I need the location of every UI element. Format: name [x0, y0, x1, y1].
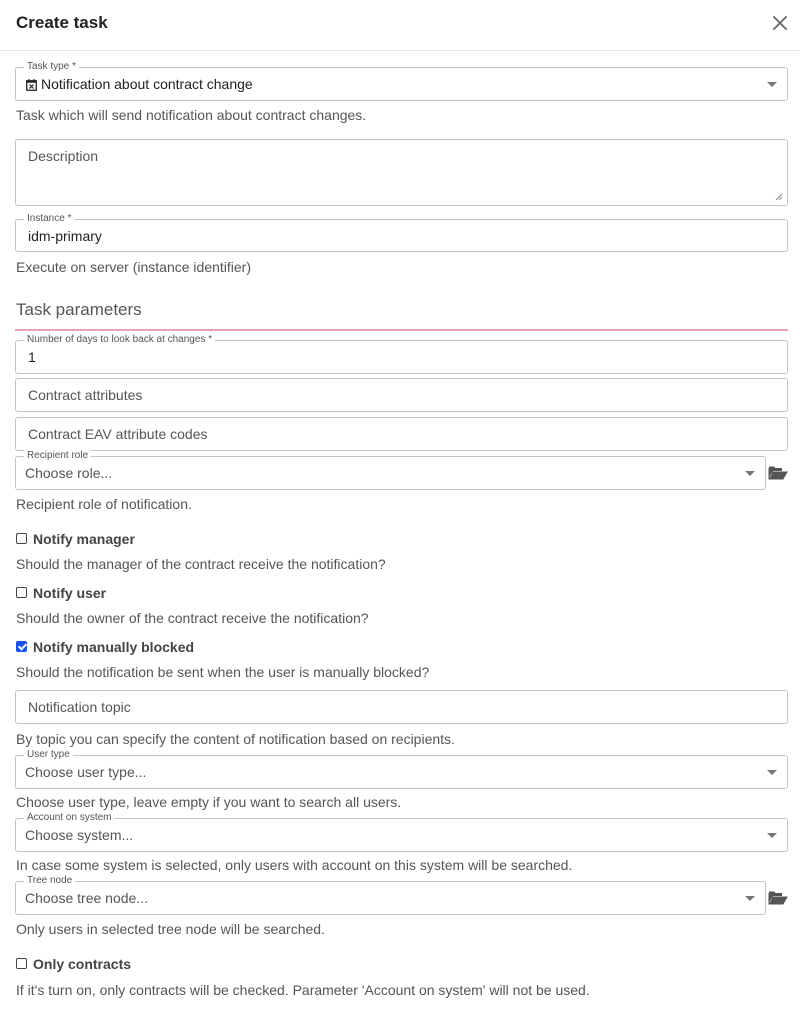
days-back-value: 1 — [28, 349, 36, 365]
caret-down-icon[interactable] — [767, 770, 777, 775]
description-placeholder: Description — [28, 148, 99, 164]
notify-manager-label[interactable]: Notify manager — [33, 531, 135, 547]
dialog-header — [0, 0, 800, 51]
notify-user-helper: Should the owner of the contract receive the notification? — [16, 610, 369, 626]
user-type-legend: User type — [24, 749, 73, 761]
recipient-role-helper: Recipient role of notification. — [16, 496, 192, 512]
notify-manager-helper: Should the manager of the contract receive the notification? — [16, 556, 386, 572]
account-on-system-select[interactable] — [15, 812, 788, 852]
recipient-role-select[interactable] — [15, 450, 766, 490]
calendar-x-icon — [26, 79, 37, 91]
tree-node-placeholder: Choose tree node... — [25, 890, 148, 906]
caret-down-icon[interactable] — [745, 471, 755, 476]
account-on-system-legend: Account on system — [24, 812, 114, 824]
contract-eav-codes-input[interactable] — [15, 417, 788, 451]
contract-attributes-placeholder: Contract attributes — [28, 387, 143, 403]
days-back-input[interactable] — [15, 334, 788, 374]
notification-topic-placeholder: Notification topic — [28, 699, 131, 715]
recipient-role-legend: Recipient role — [24, 450, 91, 462]
notify-user-label[interactable]: Notify user — [33, 585, 107, 601]
task-type-value: Notification about contract change — [41, 76, 253, 92]
notify-manually-blocked-helper: Should the notification be sent when the user is manually blocked? — [16, 664, 430, 680]
instance-value: idm-primary — [28, 228, 102, 244]
recipient-role-placeholder: Choose role... — [25, 465, 113, 481]
instance-input[interactable] — [15, 213, 788, 252]
tree-node-select[interactable] — [15, 875, 766, 915]
caret-down-icon[interactable] — [745, 896, 755, 901]
notify-user-checkbox[interactable] — [16, 587, 27, 598]
instance-helper: Execute on server (instance identifier) — [16, 259, 251, 275]
task-type-select[interactable] — [15, 61, 788, 101]
resize-handle-icon[interactable] — [775, 193, 783, 201]
user-type-helper: Choose user type, leave empty if you want to search all users. — [16, 794, 402, 810]
notification-topic-helper: By topic you can specify the content of notification based on recipients. — [16, 731, 455, 747]
caret-down-icon[interactable] — [767, 833, 777, 838]
tree-node-helper: Only users in selected tree node will be searched. — [16, 921, 325, 937]
days-back-legend: Number of days to look back at changes * — [24, 334, 215, 346]
contract-attributes-input[interactable] — [15, 378, 788, 412]
close-icon[interactable] — [768, 11, 792, 35]
notify-manually-blocked-label[interactable]: Notify manually blocked — [33, 639, 195, 655]
contract-eav-codes-placeholder: Contract EAV attribute codes — [28, 426, 208, 442]
notify-manager-checkbox[interactable] — [16, 533, 27, 544]
user-type-select[interactable] — [15, 749, 788, 789]
account-on-system-placeholder: Choose system... — [25, 827, 134, 843]
task-parameters-title: Task parameters — [16, 300, 142, 319]
description-textarea[interactable] — [15, 139, 788, 206]
notification-topic-input[interactable] — [15, 690, 788, 724]
only-contracts-label[interactable]: Only contracts — [33, 956, 132, 972]
section-divider — [15, 329, 788, 331]
account-on-system-helper: In case some system is selected, only users with account on this system will be searched. — [16, 857, 573, 873]
only-contracts-checkbox[interactable] — [16, 958, 27, 969]
caret-down-icon[interactable] — [767, 82, 777, 87]
notify-manually-blocked-checkbox[interactable] — [16, 641, 27, 652]
only-contracts-helper: If it's turn on, only contracts will be checked. Parameter 'Account on system' will not be used. — [16, 982, 590, 998]
user-type-placeholder: Choose user type... — [25, 764, 147, 780]
tree-node-legend: Tree node — [24, 875, 75, 887]
folder-open-icon[interactable] — [768, 890, 788, 906]
folder-open-icon[interactable] — [768, 465, 788, 481]
task-type-helper: Task which will send notification about contract changes. — [16, 107, 367, 123]
task-type-legend: Task type * — [24, 61, 79, 73]
dialog-title: Create task — [16, 13, 108, 32]
instance-legend: Instance * — [24, 213, 74, 225]
